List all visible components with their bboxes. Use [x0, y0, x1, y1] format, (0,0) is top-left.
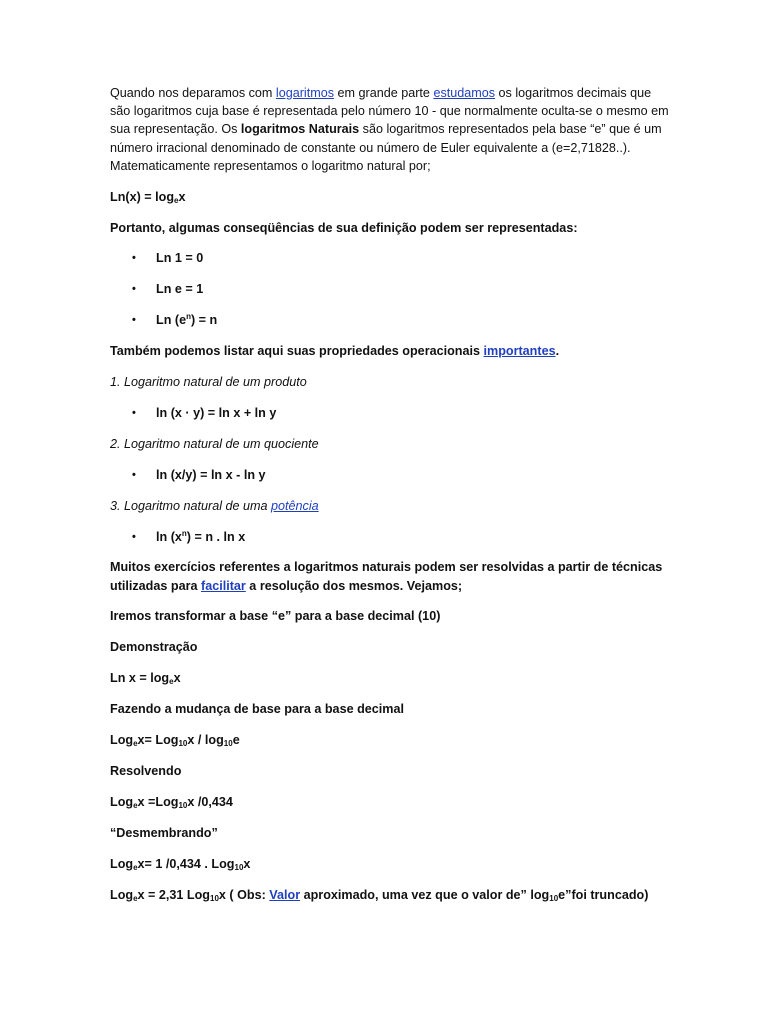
- exercises-paragraph: Muitos exercícios referentes a logaritmos naturais podem ser resolvidas a partir de técnicas utilizadas para facilitar a resolução dos mesmos. Vejamos;: [110, 560, 663, 593]
- link-logaritmos[interactable]: logaritmos: [275, 86, 335, 100]
- property-1-list: [110, 404, 670, 422]
- bullet-icon: •: [132, 283, 136, 296]
- intro-text: Quando nos deparamos com: [110, 86, 276, 100]
- document-page: [110, 84, 670, 916]
- property-3-list: [110, 528, 670, 546]
- property-3-title: 3. Logaritmo natural de uma potência: [110, 498, 319, 513]
- intro-text: em grande parte: [334, 86, 434, 100]
- intro-text: os logaritmos decimais que são logaritmos cuja base é representada pelo número 10 - que normalmente oculta-se o mesmo em sua representação. Os: [110, 86, 669, 137]
- property-2-list: [110, 466, 670, 484]
- demo-equation: Ln $x = \log_ex$: [110, 671, 181, 687]
- bullet-icon: •: [132, 314, 136, 327]
- consequences-heading: Portanto, algumas conseqüências de sua definição podem ser representadas:: [110, 220, 578, 235]
- change-base-text: Fazendo a mudança de base para a base decimal: [110, 702, 404, 717]
- intro-text: são logaritmos representados pela base “e” que é um número irracional denominado de constante ou número de Euler equivalente a (e=2,71828..). Matematicamente representamos o logaritmo natural por;: [110, 122, 662, 173]
- transform-text: Iremos transformar a base “e” para a base decimal (10): [110, 609, 441, 624]
- list-item: • Ln 1 = 0: [110, 249, 670, 267]
- link-estudamos[interactable]: estudamos: [433, 86, 496, 100]
- demo-heading: Demonstração: [110, 640, 198, 655]
- list-item: • Ln $(e^n) = n$: [110, 311, 670, 329]
- link-importantes[interactable]: importantes: [483, 344, 556, 359]
- property-2-title: 2. Logaritmo natural de um quociente: [110, 436, 319, 451]
- list-item: • Ln e = 1: [110, 280, 670, 298]
- link-facilitar[interactable]: facilitar: [201, 578, 246, 593]
- definition-formula: $Ln(x) = \log_ex$: [110, 189, 186, 205]
- resolving-text: Resolvendo: [110, 763, 182, 778]
- link-potencia[interactable]: potência: [271, 498, 319, 513]
- consequences-list: [110, 249, 670, 329]
- properties-heading: Também podemos listar aqui suas propriedades operacionais importantes.: [110, 344, 560, 359]
- list-item: • $\ln (x^n) = n$ . ln x: [110, 528, 670, 546]
- list-item: • ln (x/y) = ln x - ln y: [110, 466, 670, 484]
- bullet-icon: •: [132, 252, 136, 265]
- intro-bold-text: logaritmos Naturais: [240, 122, 360, 137]
- equation-2: Log$_e$x =Log$_{10}$x /0,434: [110, 794, 233, 810]
- bullet-icon: •: [132, 406, 136, 419]
- equation-3: Log$_e$x= 1 /0,434 . Log$_{10}$x: [110, 856, 251, 872]
- bullet-icon: •: [132, 530, 136, 543]
- link-valor[interactable]: Valor: [269, 887, 301, 902]
- splitting-text: “Desmembrando”: [110, 825, 218, 840]
- equation-1: $Log_ex= Log_{10}x / \log_{10}e$: [110, 733, 240, 749]
- list-item: • ln (x · y) = ln x + ln y: [110, 404, 670, 422]
- final-equation: Log$_e$x = 2,31 Log$_{10}$x ( Obs: Valor aproximado, uma vez que o valor de” $\log_{10}e”foi$ truncado): [110, 887, 649, 903]
- intro-paragraph: [110, 84, 670, 175]
- bullet-icon: •: [132, 468, 136, 481]
- property-1-title: 1. Logaritmo natural de um produto: [110, 375, 307, 390]
